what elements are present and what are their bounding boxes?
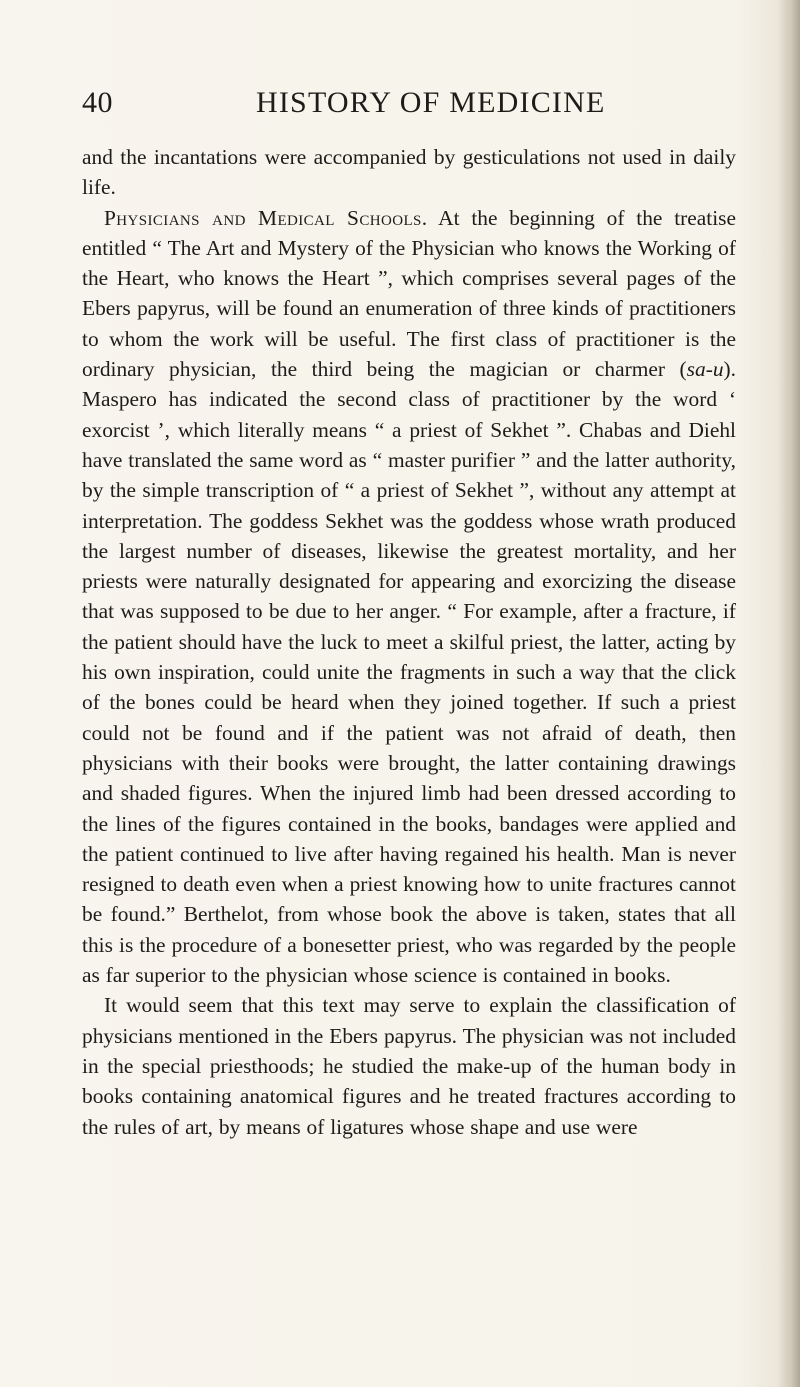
paragraph-physicians-and-medical-schools bbox=[82, 203, 736, 991]
section-heading: Physicians and Medical Schools. bbox=[104, 205, 428, 230]
body-text bbox=[82, 142, 736, 1142]
italic-term: sa-u bbox=[686, 357, 724, 382]
page-number: 40 bbox=[82, 86, 113, 119]
running-title: HISTORY OF MEDICINE bbox=[256, 86, 606, 119]
paragraph-classification: It would seem that this text may serve to explain the classification of physicians mentioned in the Ebers papyrus. The physician was not included in the special priesthoods; he studied the make-up of the human body in books containing anatomical figures and he treated fractures according to the rules of art, by means of ligatures whose shape and use were bbox=[82, 993, 736, 1139]
running-head bbox=[0, 86, 800, 126]
paragraph-text: ). Maspero has indicated the second class of practitioner by the word ‘ exorcist ’, which literally means “ a priest of Sekhet ”. Chabas and Diehl have translated the same word as “ master purifier ” and the latter authority, by the simple transcription of “ a priest of Sekhet ”, without any attempt at interpretation. The goddess Sekhet was the goddess whose wrath produced the largest number of diseases, likewise the greatest mortality, and her priests were naturally designated for appearing and exorcizing the disease that was supposed to be due to her anger. “ For example, after a fracture, if the patient should have the luck to meet a skilful priest, the latter, acting by his own inspiration, could unite the fragments in such a way that the click of the bones could be heard when they joined together. If such a priest could not be found and if the patient was not afraid of death, then physicians with their books were brought, the latter containing drawings and shaded figures. When the injured limb had been dressed according to the lines of the figures contained in the books, bandages were applied and the patient continued to live after having regained his health. Man is never resigned to death even when a priest knowing how to unite fractures cannot be found.” Berthelot, from whose book the above is taken, states that all this is the procedure of a bonesetter priest, who was regarded by the people as far superior to the physician whose science is contained in books. bbox=[82, 357, 736, 988]
paragraph-continued: and the incantations were accompanied by gesticulations not used in daily life. bbox=[82, 145, 736, 200]
paragraph-text: At the beginning of the treatise entitled “ The Art and Mystery of the Physician who knows the Working of the Heart, who knows the Heart ”, which comprises several pages of the Ebers papyrus, will be found an enumeration of three kinds of practitioners to whom the work will be useful. The first class of practitioner is the ordinary physician, the third being the magician or charmer ( bbox=[82, 205, 736, 382]
page-edge-shadow bbox=[778, 0, 800, 1387]
